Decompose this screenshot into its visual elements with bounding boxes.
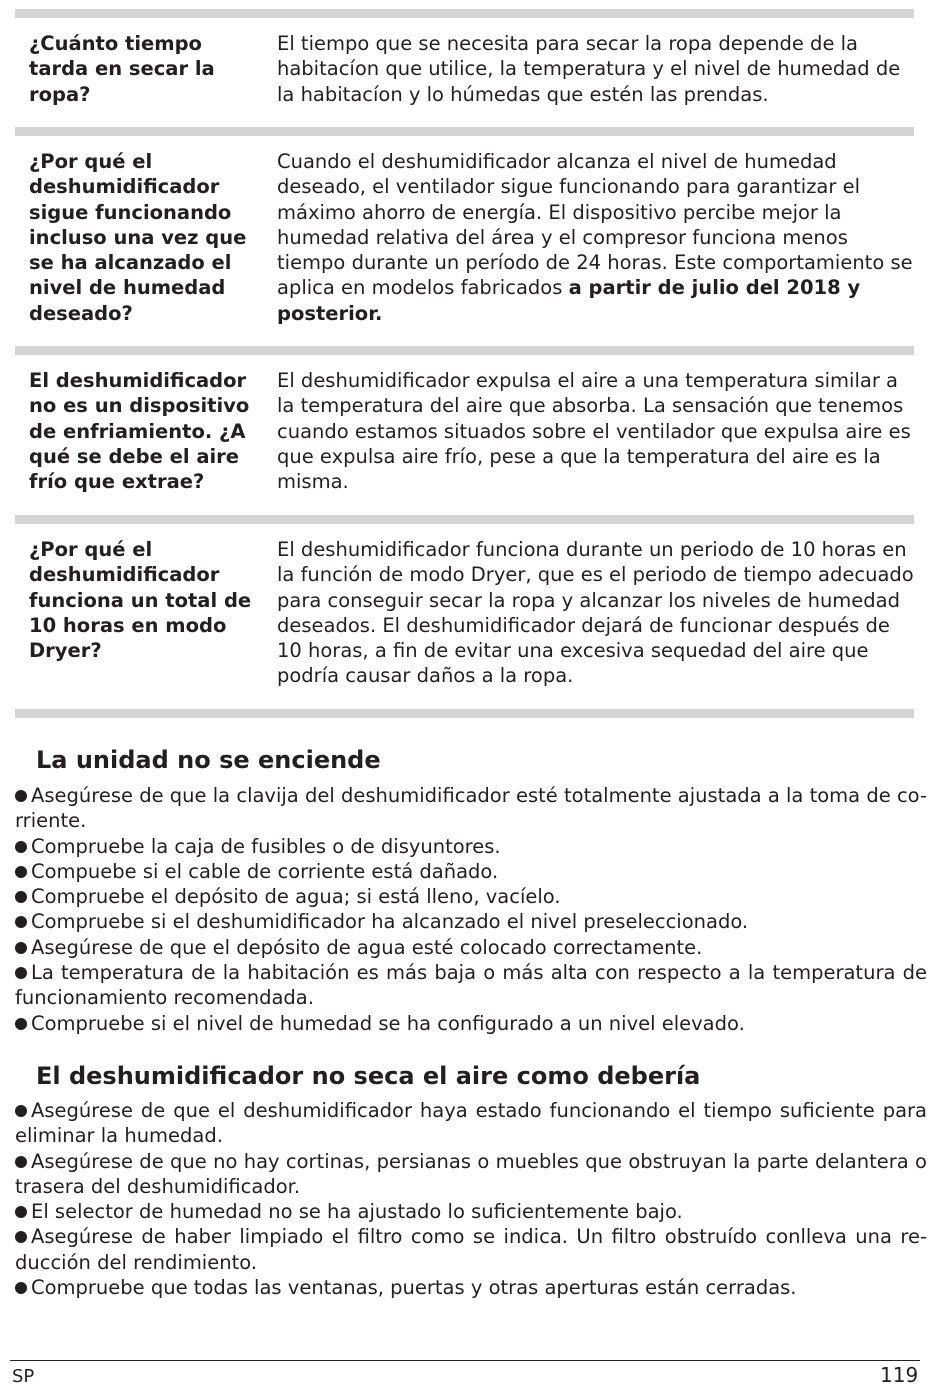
list-item-text: Asegúrese de que el deshumidificador haya estado funcionando el tiempo suficiente para eliminar la humedad. — [15, 1099, 927, 1148]
faq-separator — [15, 515, 914, 524]
bullet-icon — [15, 916, 27, 928]
bullet-icon — [15, 1282, 27, 1294]
list-item — [15, 960, 927, 1011]
bullet-list — [15, 783, 927, 1036]
list-item — [15, 909, 927, 934]
bullet-icon — [15, 1018, 27, 1030]
faq-answer-bold: a partir de julio del 2018 y posterior. — [277, 276, 861, 325]
faq-question: ¿Por qué el deshumidificador sigue funcionando incluso una vez que se ha alcanzado el nivel de humedad deseado? — [29, 150, 247, 325]
list-item-text: Compruebe que todas las ventanas, puertas y otras aperturas están cerradas. — [31, 1276, 797, 1300]
list-item — [15, 1199, 927, 1224]
list-item — [15, 884, 927, 909]
bullet-icon — [15, 942, 27, 954]
bullet-icon — [15, 1206, 27, 1218]
bullet-icon — [15, 1156, 27, 1168]
list-item — [15, 1149, 927, 1200]
footer-language: SP — [12, 1366, 35, 1387]
list-item — [15, 834, 927, 859]
list-item-text: Compruebe el depósito de agua; si está lleno, vacíelo. — [31, 885, 561, 909]
faq-separator — [15, 9, 914, 18]
list-item-text: Asegúrese de que el depósito de agua esté colocado correctamente. — [31, 935, 703, 959]
list-item-text: Asegúrese de haber limpiado el filtro como se indica. Un filtro obstruído conlleva una re-ducción del rendimiento. — [15, 1225, 927, 1274]
faq-question: ¿Cuánto tiempo tarda en secar la ropa? — [29, 32, 215, 106]
page-number: 119 — [880, 1363, 919, 1387]
bullet-icon — [15, 790, 27, 802]
list-item-text: Asegúrese de que no hay cortinas, persianas o muebles que obstruyan la parte delantera o trasera del deshumidificador. — [15, 1149, 927, 1198]
bullet-icon — [15, 967, 27, 979]
list-item-text: Compruebe si el nivel de humedad se ha configurado a un nivel elevado. — [31, 1011, 745, 1035]
bullet-icon — [15, 1105, 27, 1117]
list-item-text: El selector de humedad no se ha ajustado lo suficientemente bajo. — [31, 1200, 683, 1224]
list-item — [15, 859, 927, 884]
faq-answer: El deshumidificador funciona durante un periodo de 10 horas en la función de modo Dryer, que es el periodo de tiempo adecuado para conseguir secar la ropa y alcanzar los niveles de humedad deseados. El deshumidificador dejará de funcionar después de 10 horas, a fin de evitar una excesiva sequedad del aire que podría causar daños a la ropa. — [277, 538, 914, 688]
section-title: El deshumidificador no seca el aire como debería — [36, 1062, 701, 1090]
faq-answer: El deshumidificador expulsa el aire a una temperatura similar a la temperatura del aire que absorba. La sensación que tenemos cuando estamos situados sobre el ventilador que expulsa aire es que expulsa aire frío, pese a que la temperatura del aire es la misma. — [277, 369, 911, 494]
faq-answer-text: Cuando el deshumidificador alcanza el nivel de humedad deseado, el ventilador sigue funcionando para garantizar el máximo ahorro de energía. El dispositivo percibe mejor la humedad relativa del área y el compresor funciona menos tiempo durante un período de 24 horas. Este comportamiento se aplica en modelos fabricados — [277, 150, 913, 300]
bullet-icon — [15, 1231, 27, 1243]
list-item — [15, 935, 927, 960]
list-item-text: Compruebe la caja de fusibles o de disyuntores. — [31, 834, 501, 858]
bullet-list — [15, 1098, 927, 1300]
list-item — [15, 783, 927, 834]
footer-divider — [10, 1360, 920, 1361]
list-item — [15, 1098, 927, 1149]
faq-question: ¿Por qué el deshumidificador funciona un total de 10 horas en modo Dryer? — [29, 538, 252, 663]
list-item-text: Compuebe si el cable de corriente está dañado. — [31, 859, 499, 883]
list-item — [15, 1275, 927, 1300]
list-item — [15, 1011, 927, 1036]
list-item — [15, 1224, 927, 1275]
section-title: La unidad no se enciende — [36, 746, 381, 774]
faq-answer — [277, 149, 917, 326]
bullet-icon — [15, 841, 27, 853]
list-item-text: Asegúrese de que la clavija del deshumidificador esté totalmente ajustada a la toma de co-rriente. — [15, 784, 927, 833]
list-item-text: Compruebe si el deshumidificador ha alcanzado el nivel preseleccionado. — [31, 910, 749, 934]
faq-separator — [15, 709, 914, 718]
faq-separator — [15, 127, 914, 136]
faq-separator — [15, 346, 914, 355]
bullet-icon — [15, 891, 27, 903]
faq-question: El deshumidificador no es un dispositivo de enfriamiento. ¿A qué se debe el aire frío que extrae? — [29, 369, 250, 494]
bullet-icon — [15, 866, 27, 878]
faq-answer: El tiempo que se necesita para secar la ropa depende de la habitacíon que utilice, la temperatura y el nivel de humedad de la habitacíon y lo húmedas que estén las prendas. — [277, 32, 901, 106]
list-item-text: La temperatura de la habitación es más baja o más alta con respecto a la temperatura de funcionamiento recomendada. — [15, 961, 927, 1010]
